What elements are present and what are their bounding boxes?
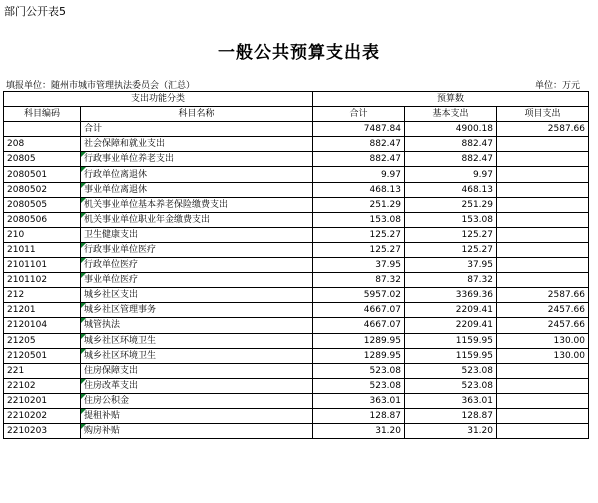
- subject-name-text: 行政事业单位养老支出: [84, 154, 175, 165]
- subject-name-cell: [81, 318, 313, 333]
- cell-marker-icon: [81, 183, 86, 188]
- subject-code-cell: 21205: [4, 333, 81, 348]
- subject-name-text: 社会保障和就业支出: [84, 139, 166, 150]
- project-amount-cell: [497, 212, 589, 227]
- basic-amount-cell: 128.87: [405, 408, 497, 423]
- table-row: [4, 167, 589, 182]
- column-header-total: 合计: [313, 107, 405, 122]
- table-row: [4, 273, 589, 288]
- basic-amount-cell: 882.47: [405, 152, 497, 167]
- subject-name-text: 城乡社区环境卫生: [84, 350, 157, 361]
- subject-code-cell: 210: [4, 227, 81, 242]
- subject-code-cell: 212: [4, 288, 81, 303]
- column-header-code: 科目编码: [4, 107, 81, 122]
- cell-marker-icon: [81, 303, 86, 308]
- project-amount-cell: [497, 197, 589, 212]
- cell-marker-icon: [81, 394, 86, 399]
- table-row: [4, 182, 589, 197]
- table-row: [4, 303, 589, 318]
- subject-name-cell: [81, 182, 313, 197]
- subject-name-cell: [81, 242, 313, 257]
- cell-marker-icon: [81, 409, 86, 414]
- subject-name-text: 机关事业单位基本养老保险缴费支出: [84, 199, 229, 210]
- table-row: [4, 152, 589, 167]
- subject-name-text: 城管执法: [84, 320, 121, 331]
- project-amount-cell: 2457.66: [497, 303, 589, 318]
- project-amount-cell: 2587.66: [497, 288, 589, 303]
- subject-name-cell: [81, 212, 313, 227]
- subject-code-cell: 2080501: [4, 167, 81, 182]
- subject-code-cell: 2101102: [4, 273, 81, 288]
- total-amount-cell: 468.13: [313, 182, 405, 197]
- total-amount-cell: 153.08: [313, 212, 405, 227]
- subject-name-cell: [81, 333, 313, 348]
- total-row: [4, 122, 589, 137]
- table-row: [4, 212, 589, 227]
- subject-code-cell: 2210202: [4, 408, 81, 423]
- total-amount-cell: 5957.02: [313, 288, 405, 303]
- subject-name-text: 提租补贴: [84, 411, 121, 422]
- subject-name-cell: [81, 227, 313, 242]
- cell-marker-icon: [81, 258, 86, 263]
- subject-name-text: 城乡社区环境卫生: [84, 335, 157, 346]
- subject-name-cell: [81, 167, 313, 182]
- basic-amount-cell: 1159.95: [405, 348, 497, 363]
- subject-name-cell: [81, 363, 313, 378]
- total-amount-cell: 31.20: [313, 424, 405, 439]
- column-header-basic: 基本支出: [405, 107, 497, 122]
- subject-code-cell: 208: [4, 137, 81, 152]
- subject-name-text: 行政单位医疗: [84, 260, 139, 271]
- basic-amount-cell: 9.97: [405, 167, 497, 182]
- subject-name-text: 机关事业单位职业年金缴费支出: [84, 214, 211, 225]
- project-amount-cell: [497, 363, 589, 378]
- cell-marker-icon: [81, 349, 86, 354]
- table-row: [4, 393, 589, 408]
- table-row: [4, 318, 589, 333]
- subject-name-cell: [81, 408, 313, 423]
- project-amount-cell: [497, 137, 589, 152]
- column-header-name: 科目名称: [81, 107, 313, 122]
- total-amount-cell: 251.29: [313, 197, 405, 212]
- project-amount-cell: 2457.66: [497, 318, 589, 333]
- cell-marker-icon: [81, 334, 86, 339]
- subject-code-cell: 2080506: [4, 212, 81, 227]
- total-code-cell: [4, 122, 81, 137]
- table-row: [4, 348, 589, 363]
- table-row: [4, 137, 589, 152]
- subject-code-cell: 22102: [4, 378, 81, 393]
- basic-amount-cell: 125.27: [405, 242, 497, 257]
- total-amount-cell: 882.47: [313, 137, 405, 152]
- subject-code-cell: 2101101: [4, 258, 81, 273]
- project-amount-cell: [497, 227, 589, 242]
- table-row: [4, 258, 589, 273]
- subject-name-text: 事业单位离退休: [84, 184, 148, 195]
- basic-amount-cell: 37.95: [405, 258, 497, 273]
- basic-amount-cell: 882.47: [405, 137, 497, 152]
- basic-amount-cell: 523.08: [405, 363, 497, 378]
- reporting-unit: 填报单位：随州市城市管理执法委员会（汇总）: [6, 81, 196, 91]
- subject-name-cell: [81, 288, 313, 303]
- basic-amount-cell: 363.01: [405, 393, 497, 408]
- project-amount-cell: [497, 393, 589, 408]
- basic-amount-cell: 2209.41: [405, 303, 497, 318]
- subject-name-text: 行政单位离退休: [84, 169, 148, 180]
- total-amount-cell: 4667.07: [313, 303, 405, 318]
- project-amount-cell: 130.00: [497, 348, 589, 363]
- project-amount-cell: [497, 378, 589, 393]
- basic-amount-cell: 125.27: [405, 227, 497, 242]
- budget-amount-header: 预算数: [313, 92, 589, 107]
- project-amount-cell: [497, 182, 589, 197]
- budget-table: [3, 91, 589, 439]
- subject-code-cell: 221: [4, 363, 81, 378]
- subject-name-text: 行政事业单位医疗: [84, 244, 157, 255]
- project-amount-cell: [497, 258, 589, 273]
- cell-marker-icon: [81, 318, 86, 323]
- cell-marker-icon: [81, 198, 86, 203]
- cell-marker-icon: [81, 379, 86, 384]
- basic-amount-cell: 87.32: [405, 273, 497, 288]
- total-amount-cell: 882.47: [313, 152, 405, 167]
- cell-marker-icon: [81, 167, 86, 172]
- subject-code-cell: 21201: [4, 303, 81, 318]
- cell-marker-icon: [81, 273, 86, 278]
- group-header-row: [4, 92, 589, 107]
- table-row: [4, 363, 589, 378]
- table-row: [4, 424, 589, 439]
- document-label: 部门公开表5: [4, 5, 66, 18]
- table-row: [4, 227, 589, 242]
- project-amount-cell: [497, 242, 589, 257]
- project-amount-cell: 130.00: [497, 333, 589, 348]
- subject-name-cell: [81, 424, 313, 439]
- total-amount-cell: 125.27: [313, 242, 405, 257]
- column-header-row: [4, 107, 589, 122]
- subject-name-cell: [81, 303, 313, 318]
- project-amount-cell: [497, 152, 589, 167]
- subject-name-text: 购房补贴: [84, 426, 121, 437]
- total-amount-cell: 7487.84: [313, 122, 405, 137]
- total-amount-cell: 523.08: [313, 363, 405, 378]
- subject-code-cell: 2120501: [4, 348, 81, 363]
- subject-code-cell: 2210203: [4, 424, 81, 439]
- subject-name-cell: [81, 378, 313, 393]
- table-row: [4, 408, 589, 423]
- basic-amount-cell: 153.08: [405, 212, 497, 227]
- table-row: [4, 197, 589, 212]
- basic-amount-cell: 468.13: [405, 182, 497, 197]
- subject-name-text: 城乡社区支出: [84, 290, 139, 301]
- basic-amount-cell: 251.29: [405, 197, 497, 212]
- subject-name-cell: [81, 393, 313, 408]
- subject-name-text: 住房改革支出: [84, 380, 139, 391]
- subject-name-cell: [81, 258, 313, 273]
- total-amount-cell: 125.27: [313, 227, 405, 242]
- subject-code-cell: 2120104: [4, 318, 81, 333]
- total-amount-cell: 1289.95: [313, 348, 405, 363]
- basic-amount-cell: 1159.95: [405, 333, 497, 348]
- total-amount-cell: 87.32: [313, 273, 405, 288]
- function-class-header: 支出功能分类: [4, 92, 313, 107]
- project-amount-cell: [497, 273, 589, 288]
- cell-marker-icon: [81, 424, 86, 429]
- basic-amount-cell: 523.08: [405, 378, 497, 393]
- total-amount-cell: 9.97: [313, 167, 405, 182]
- subject-code-cell: 2210201: [4, 393, 81, 408]
- subject-name-text: 住房保障支出: [84, 365, 139, 376]
- subject-code-cell: 2080502: [4, 182, 81, 197]
- total-amount-cell: 523.08: [313, 378, 405, 393]
- page-title: 一般公共预算支出表: [218, 43, 380, 63]
- subject-name-cell: [81, 152, 313, 167]
- subject-name-cell: [81, 273, 313, 288]
- total-amount-cell: 37.95: [313, 258, 405, 273]
- basic-amount-cell: 2209.41: [405, 318, 497, 333]
- project-amount-cell: [497, 167, 589, 182]
- subject-name-text: 卫生健康支出: [84, 229, 139, 240]
- total-amount-cell: 363.01: [313, 393, 405, 408]
- basic-amount-cell: 3369.36: [405, 288, 497, 303]
- basic-amount-cell: 4900.18: [405, 122, 497, 137]
- subject-name-text: 城乡社区管理事务: [84, 305, 157, 316]
- total-label-cell: 合计: [81, 122, 313, 137]
- project-amount-cell: 2587.66: [497, 122, 589, 137]
- subject-name-cell: [81, 348, 313, 363]
- subject-name-cell: [81, 197, 313, 212]
- total-amount-cell: 128.87: [313, 408, 405, 423]
- basic-amount-cell: 31.20: [405, 424, 497, 439]
- subject-name-cell: [81, 137, 313, 152]
- table-row: [4, 242, 589, 257]
- project-amount-cell: [497, 408, 589, 423]
- subject-code-cell: 20805: [4, 152, 81, 167]
- project-amount-cell: [497, 424, 589, 439]
- subject-name-text: 事业单位医疗: [84, 275, 139, 286]
- cell-marker-icon: [81, 152, 86, 157]
- subject-code-cell: 21011: [4, 242, 81, 257]
- column-header-project: 项目支出: [497, 107, 589, 122]
- cell-marker-icon: [81, 243, 86, 248]
- unit-label: 单位：万元: [534, 81, 580, 91]
- table-row: [4, 333, 589, 348]
- total-amount-cell: 1289.95: [313, 333, 405, 348]
- table-row: [4, 378, 589, 393]
- total-amount-cell: 4667.07: [313, 318, 405, 333]
- cell-marker-icon: [81, 213, 86, 218]
- table-row: [4, 288, 589, 303]
- subject-code-cell: 2080505: [4, 197, 81, 212]
- subject-name-text: 住房公积金: [84, 395, 130, 406]
